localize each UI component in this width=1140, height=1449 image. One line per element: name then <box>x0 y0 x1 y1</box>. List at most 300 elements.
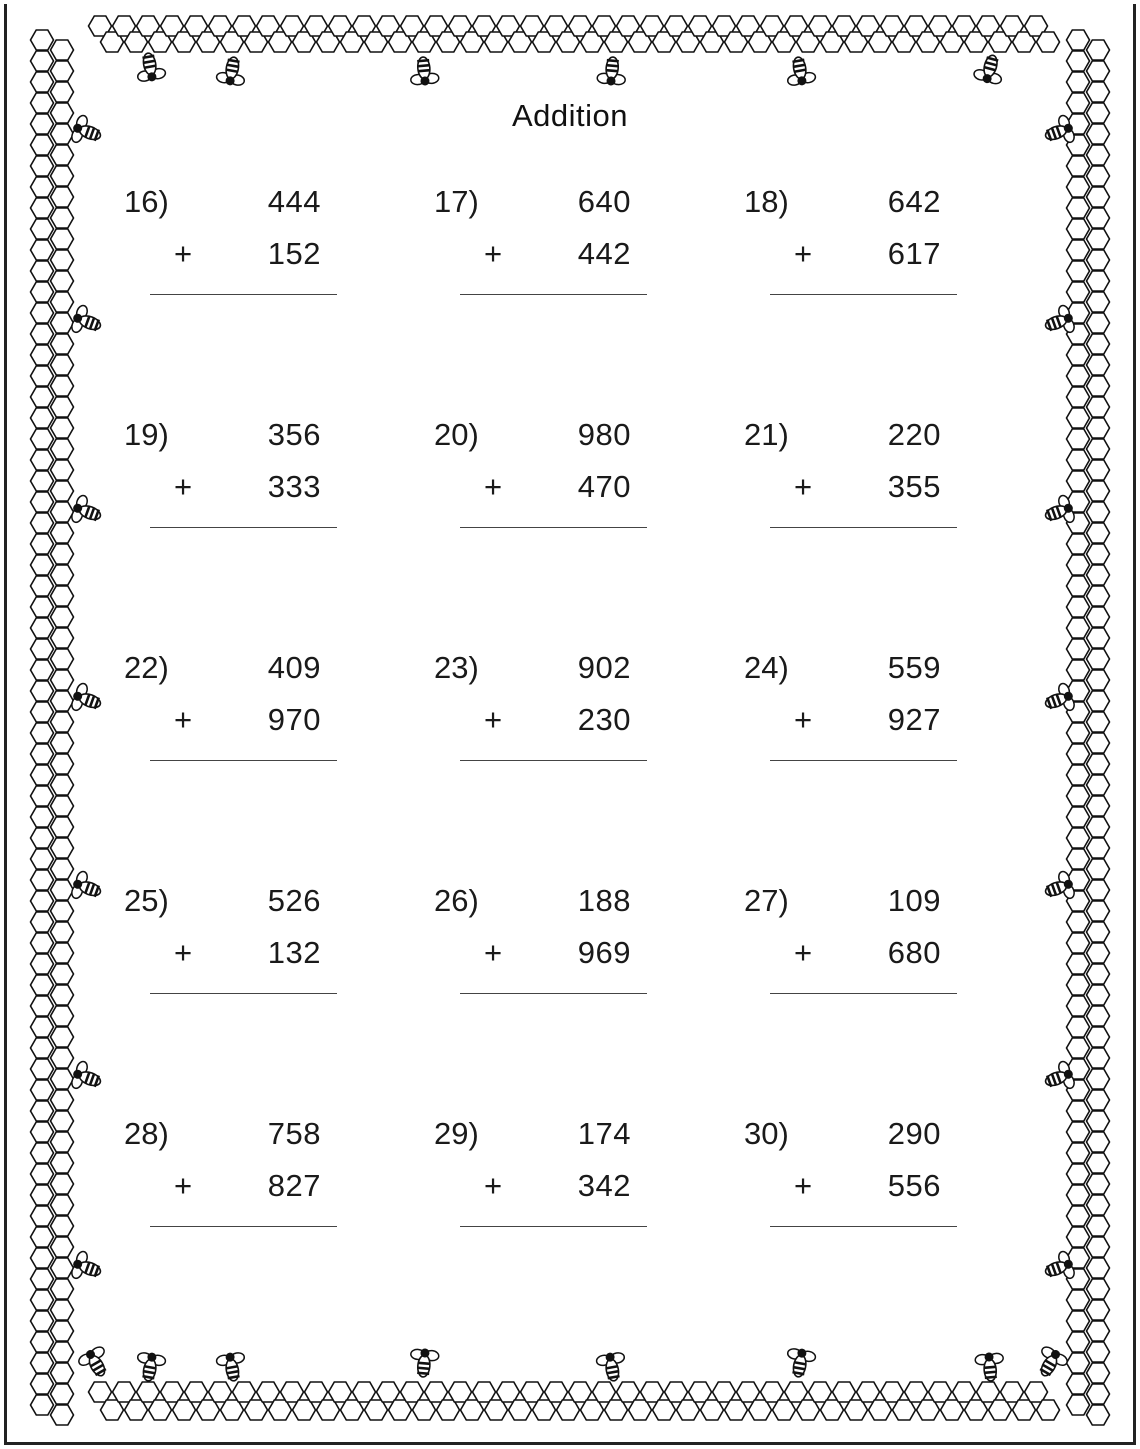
top-addend: 559 <box>887 650 941 685</box>
bee-icon <box>69 682 105 718</box>
honeycomb-icon <box>31 786 54 806</box>
honeycomb-icon <box>773 1400 796 1420</box>
problem-number: 22) <box>124 650 169 685</box>
honeycomb-icon <box>821 1400 844 1420</box>
honeycomb-icon <box>809 1382 832 1402</box>
honeycomb-icon <box>101 1400 124 1420</box>
honeycomb-icon <box>1087 418 1110 438</box>
bottom-addend: 152 <box>267 236 321 271</box>
honeycomb-icon <box>1087 922 1110 942</box>
honeycomb-icon <box>1087 1132 1110 1152</box>
problem-23 <box>434 648 674 788</box>
honeycomb-icon <box>1087 166 1110 186</box>
honeycomb-icon <box>51 985 74 1005</box>
bottom-addend: 442 <box>577 236 631 271</box>
honeycomb-icon <box>51 40 74 60</box>
honeycomb-icon <box>1067 219 1090 239</box>
answer-line[interactable] <box>150 1226 337 1227</box>
honeycomb-icon <box>31 408 54 428</box>
honeycomb-icon <box>31 870 54 890</box>
honeycomb-icon <box>1087 1006 1110 1026</box>
bee-icon <box>784 1346 817 1379</box>
honeycomb-icon <box>365 1400 388 1420</box>
top-addend: 409 <box>267 650 321 685</box>
honeycomb-icon <box>749 1400 772 1420</box>
honeycomb-icon <box>1087 523 1110 543</box>
honeycomb-icon <box>1087 1384 1110 1404</box>
honeycomb-icon <box>51 1090 74 1110</box>
plus-sign: + <box>484 236 503 271</box>
honeycomb-icon <box>1067 1332 1090 1352</box>
honeycomb-icon <box>1087 1216 1110 1236</box>
honeycomb-icon <box>329 1382 352 1402</box>
honeycomb-icon <box>1067 1353 1090 1373</box>
honeycomb-icon <box>449 1382 472 1402</box>
honeycomb-icon <box>1067 1374 1090 1394</box>
honeycomb-icon <box>51 439 74 459</box>
honeycomb-icon <box>31 555 54 575</box>
problem-number: 28) <box>124 1116 169 1151</box>
plus-sign: + <box>174 236 193 271</box>
honeycomb-icon <box>881 1382 904 1402</box>
bee-icon <box>596 1350 629 1383</box>
answer-line[interactable] <box>150 993 337 994</box>
bottom-addend: 355 <box>887 469 941 504</box>
problem-number: 17) <box>434 184 479 219</box>
bee-icon <box>975 1351 1005 1382</box>
problem-26 <box>434 881 674 1021</box>
honeycomb-icon <box>31 1164 54 1184</box>
honeycomb-icon <box>51 334 74 354</box>
bee-icon <box>76 1344 114 1383</box>
honeycomb-icon <box>1067 30 1090 50</box>
problem-number: 29) <box>434 1116 479 1151</box>
honeycomb-icon <box>281 1382 304 1402</box>
answer-line[interactable] <box>150 294 337 295</box>
honeycomb-icon <box>1067 1122 1090 1142</box>
top-addend: 980 <box>577 417 631 452</box>
honeycomb-icon <box>1067 1395 1090 1415</box>
honeycomb-icon <box>1087 649 1110 669</box>
answer-line[interactable] <box>770 527 957 528</box>
honeycomb-icon <box>149 1400 172 1420</box>
problem-22 <box>124 648 364 788</box>
honeycomb-icon <box>31 513 54 533</box>
honeycomb-icon <box>31 765 54 785</box>
plus-sign: + <box>794 469 813 504</box>
honeycomb-icon <box>51 565 74 585</box>
bee-icon <box>69 1250 105 1286</box>
honeycomb-icon <box>51 166 74 186</box>
honeycomb-icon <box>1087 502 1110 522</box>
honeycomb-icon <box>1087 712 1110 732</box>
honeycomb-icon <box>1087 1258 1110 1278</box>
honeycomb-icon <box>605 1400 628 1420</box>
honeycomb-icon <box>593 1382 616 1402</box>
honeycomb-icon <box>31 1122 54 1142</box>
honeycomb-icon <box>1087 1174 1110 1194</box>
honeycomb-icon <box>31 996 54 1016</box>
honeycomb-icon <box>485 1400 508 1420</box>
honeycomb-icon <box>31 156 54 176</box>
honeycomb-icon <box>51 1363 74 1383</box>
bee-icon <box>134 51 167 84</box>
answer-line[interactable] <box>150 760 337 761</box>
honeycomb-icon <box>1087 40 1110 60</box>
top-addend: 642 <box>887 184 941 219</box>
honeycomb-icon <box>1087 754 1110 774</box>
honeycomb-icon <box>1067 1185 1090 1205</box>
top-addend: 220 <box>887 417 941 452</box>
answer-line[interactable] <box>770 993 957 994</box>
top-addend: 640 <box>577 184 631 219</box>
answer-line[interactable] <box>460 294 647 295</box>
bottom-addend: 470 <box>577 469 631 504</box>
honeycomb-icon <box>51 712 74 732</box>
honeycomb-icon <box>51 1300 74 1320</box>
bee-icon <box>69 494 105 530</box>
problem-number: 19) <box>124 417 169 452</box>
honeycomb-icon <box>1087 586 1110 606</box>
honeycomb-icon <box>31 1143 54 1163</box>
problem-30 <box>744 1114 984 1254</box>
honeycomb-icon <box>51 502 74 522</box>
honeycomb-icon <box>51 271 74 291</box>
honeycomb-icon <box>293 1400 316 1420</box>
honeycomb-icon <box>797 1400 820 1420</box>
problem-19 <box>124 415 364 555</box>
answer-line[interactable] <box>460 1226 647 1227</box>
honeycomb-icon <box>1087 817 1110 837</box>
honeycomb-icon <box>31 618 54 638</box>
plus-sign: + <box>174 702 193 737</box>
honeycomb-icon <box>31 723 54 743</box>
answer-line[interactable] <box>150 527 337 528</box>
honeycomb-icon <box>701 1400 724 1420</box>
bee-icon <box>69 1060 105 1096</box>
honeycomb-icon <box>737 1382 760 1402</box>
honeycomb-icon <box>1087 1321 1110 1341</box>
honeycomb-icon <box>1087 691 1110 711</box>
honeycomb-icon <box>31 744 54 764</box>
honeycomb-icon <box>653 1400 676 1420</box>
honeycomb-icon <box>377 1382 400 1402</box>
honeycomb-icon <box>1037 32 1060 52</box>
honeycomb-icon <box>209 1382 232 1402</box>
honeycomb-icon <box>31 849 54 869</box>
honeycomb-icon <box>51 1132 74 1152</box>
honeycomb-icon <box>51 1027 74 1047</box>
honeycomb-icon <box>1067 177 1090 197</box>
honeycomb-icon <box>31 177 54 197</box>
problem-20 <box>434 415 674 555</box>
bee-icon <box>972 52 1006 87</box>
answer-line[interactable] <box>460 760 647 761</box>
honeycomb-icon <box>51 1111 74 1131</box>
honeycomb-icon <box>1087 61 1110 81</box>
honeycomb-icon <box>1067 723 1090 743</box>
problem-16 <box>124 182 364 322</box>
honeycomb-icon <box>725 1400 748 1420</box>
honeycomb-icon <box>1087 229 1110 249</box>
honeycomb-icon <box>31 891 54 911</box>
honeycomb-icon <box>1067 450 1090 470</box>
honeycomb-icon <box>31 1017 54 1037</box>
honeycomb-icon <box>1025 1382 1048 1402</box>
top-addend: 290 <box>887 1116 941 1151</box>
top-addend: 109 <box>887 883 941 918</box>
honeycomb-icon <box>31 702 54 722</box>
honeycomb-icon <box>1001 1382 1024 1402</box>
honeycomb-icon <box>1087 1342 1110 1362</box>
problem-number: 18) <box>744 184 789 219</box>
honeycomb-icon <box>509 1400 532 1420</box>
honeycomb-icon <box>51 1258 74 1278</box>
honeycomb-icon <box>941 1400 964 1420</box>
honeycomb-icon <box>1067 240 1090 260</box>
honeycomb-icon <box>1067 954 1090 974</box>
plus-sign: + <box>174 1168 193 1203</box>
honeycomb-icon <box>1087 1300 1110 1320</box>
bee-icon <box>597 56 627 87</box>
honeycomb-icon <box>31 429 54 449</box>
honeycomb-icon <box>473 1382 496 1402</box>
bottom-addend: 556 <box>887 1168 941 1203</box>
honeycomb-icon <box>51 607 74 627</box>
honeycomb-icon <box>51 817 74 837</box>
honeycomb-icon <box>425 1382 448 1402</box>
honeycomb-icon <box>31 471 54 491</box>
honeycomb-icon <box>51 586 74 606</box>
honeycomb-icon <box>1067 576 1090 596</box>
honeycomb-icon <box>51 838 74 858</box>
honeycomb-icon <box>1067 1206 1090 1226</box>
top-addend: 356 <box>267 417 321 452</box>
answer-line[interactable] <box>770 760 957 761</box>
answer-line[interactable] <box>770 294 957 295</box>
honeycomb-icon <box>233 1382 256 1402</box>
honeycomb-icon <box>51 313 74 333</box>
plus-sign: + <box>484 935 503 970</box>
honeycomb-icon <box>89 1382 112 1402</box>
honeycomb-icon <box>31 219 54 239</box>
honeycomb-icon <box>1087 292 1110 312</box>
honeycomb-icon <box>31 198 54 218</box>
honeycomb-icon <box>497 1382 520 1402</box>
honeycomb-icon <box>917 1400 940 1420</box>
honeycomb-icon <box>51 61 74 81</box>
problem-27 <box>744 881 984 1021</box>
honeycomb-icon <box>1087 313 1110 333</box>
honeycomb-icon <box>31 240 54 260</box>
honeycomb-icon <box>31 492 54 512</box>
honeycomb-icon <box>1087 670 1110 690</box>
honeycomb-icon <box>31 387 54 407</box>
honeycomb-icon <box>641 1382 664 1402</box>
honeycomb-icon <box>785 1382 808 1402</box>
honeycomb-icon <box>665 1382 688 1402</box>
honeycomb-icon <box>1087 439 1110 459</box>
honeycomb-icon <box>1087 187 1110 207</box>
honeycomb-icon <box>893 1400 916 1420</box>
honeycomb-icon <box>1067 744 1090 764</box>
honeycomb-icon <box>401 1382 424 1402</box>
top-addend: 902 <box>577 650 631 685</box>
top-addend: 526 <box>267 883 321 918</box>
honeycomb-icon <box>31 681 54 701</box>
honeycomb-icon <box>51 880 74 900</box>
bottom-addend: 680 <box>887 935 941 970</box>
honeycomb-icon <box>1087 1279 1110 1299</box>
honeycomb-icon <box>31 975 54 995</box>
honeycomb-icon <box>1067 1311 1090 1331</box>
honeycomb-icon <box>31 30 54 50</box>
answer-line[interactable] <box>460 527 647 528</box>
honeycomb-icon <box>1087 271 1110 291</box>
honeycomb-icon <box>869 1400 892 1420</box>
honeycomb-icon <box>31 828 54 848</box>
honeycomb-icon <box>31 1185 54 1205</box>
honeycomb-icon <box>1067 1038 1090 1058</box>
honeycomb-icon <box>51 460 74 480</box>
bee-icon <box>409 56 439 87</box>
honeycomb-icon <box>137 1382 160 1402</box>
honeycomb-icon <box>31 51 54 71</box>
honeycomb-icon <box>51 229 74 249</box>
honeycomb-icon <box>1087 880 1110 900</box>
problem-29 <box>434 1114 674 1254</box>
honeycomb-icon <box>197 1400 220 1420</box>
honeycomb-icon <box>1067 198 1090 218</box>
honeycomb-icon <box>51 355 74 375</box>
honeycomb-icon <box>31 303 54 323</box>
honeycomb-icon <box>1067 156 1090 176</box>
honeycomb-icon <box>557 1400 580 1420</box>
honeycomb-icon <box>31 282 54 302</box>
honeycomb-icon <box>437 1400 460 1420</box>
honeycomb-icon <box>31 1269 54 1289</box>
honeycomb-icon <box>31 1290 54 1310</box>
honeycomb-icon <box>31 345 54 365</box>
worksheet-title: Addition <box>511 98 629 133</box>
answer-line[interactable] <box>460 993 647 994</box>
honeycomb-icon <box>1087 355 1110 375</box>
honeycomb-icon <box>1087 1111 1110 1131</box>
honeycomb-icon <box>51 1174 74 1194</box>
honeycomb-icon <box>305 1382 328 1402</box>
honeycomb-icon <box>31 534 54 554</box>
honeycomb-icon <box>1087 460 1110 480</box>
problem-number: 25) <box>124 883 169 918</box>
honeycomb-icon <box>51 1405 74 1425</box>
honeycomb-icon <box>989 1400 1012 1420</box>
answer-line[interactable] <box>770 1226 957 1227</box>
honeycomb-icon <box>1067 1227 1090 1247</box>
honeycomb-icon <box>31 576 54 596</box>
honeycomb-icon <box>51 649 74 669</box>
honeycomb-icon <box>51 796 74 816</box>
honeycomb-icon <box>1067 807 1090 827</box>
honeycomb-icon <box>1087 796 1110 816</box>
honeycomb-icon <box>1037 1400 1060 1420</box>
honeycomb-icon <box>51 1279 74 1299</box>
plus-sign: + <box>174 469 193 504</box>
honeycomb-icon <box>51 922 74 942</box>
honeycomb-icon <box>1067 1164 1090 1184</box>
honeycomb-icon <box>1067 933 1090 953</box>
honeycomb-icon <box>185 1382 208 1402</box>
honeycomb-icon <box>1087 1048 1110 1068</box>
plus-sign: + <box>484 702 503 737</box>
honeycomb-icon <box>1087 250 1110 270</box>
honeycomb-icon <box>1067 828 1090 848</box>
honeycomb-icon <box>1067 345 1090 365</box>
honeycomb-icon <box>833 1382 856 1402</box>
honeycomb-icon <box>51 628 74 648</box>
honeycomb-icon <box>1067 471 1090 491</box>
bee-icon <box>134 1350 167 1383</box>
plus-sign: + <box>174 935 193 970</box>
honeycomb-icon <box>51 145 74 165</box>
honeycomb-icon <box>1087 334 1110 354</box>
honeycomb-icon <box>31 639 54 659</box>
honeycomb-icon <box>1067 765 1090 785</box>
honeycomb-icon <box>353 1382 376 1402</box>
honeycomb-icon <box>1087 775 1110 795</box>
honeycomb-icon <box>1067 1143 1090 1163</box>
bottom-addend: 617 <box>887 236 941 271</box>
honeycomb-icon <box>51 187 74 207</box>
honeycomb-icon <box>51 523 74 543</box>
bottom-addend: 827 <box>267 1168 321 1203</box>
problem-number: 16) <box>124 184 169 219</box>
honeycomb-icon <box>1013 1400 1036 1420</box>
honeycomb-icon <box>51 397 74 417</box>
honeycomb-icon <box>1087 145 1110 165</box>
bee-icon <box>784 55 817 88</box>
honeycomb-icon <box>51 1384 74 1404</box>
honeycomb-icon <box>51 481 74 501</box>
honeycomb-icon <box>31 324 54 344</box>
honeycomb-icon <box>31 1206 54 1226</box>
honeycomb-icon <box>51 733 74 753</box>
honeycomb-icon <box>857 1382 880 1402</box>
honeycomb-icon <box>51 775 74 795</box>
honeycomb-icon <box>51 376 74 396</box>
problem-number: 30) <box>744 1116 789 1151</box>
honeycomb-icon <box>31 72 54 92</box>
honeycomb-icon <box>51 859 74 879</box>
problem-number: 20) <box>434 417 479 452</box>
honeycomb-icon <box>51 1237 74 1257</box>
honeycomb-icon <box>545 1382 568 1402</box>
honeycomb-icon <box>1067 786 1090 806</box>
honeycomb-icon <box>51 670 74 690</box>
honeycomb-icon <box>413 1400 436 1420</box>
honeycomb-icon <box>629 1400 652 1420</box>
bottom-addend: 970 <box>267 702 321 737</box>
honeycomb-icon <box>1087 1153 1110 1173</box>
problem-21 <box>744 415 984 555</box>
problem-number: 24) <box>744 650 789 685</box>
honeycomb-icon <box>1067 72 1090 92</box>
bee-icon <box>216 1350 249 1383</box>
honeycomb-icon <box>113 1382 136 1402</box>
problem-28 <box>124 1114 364 1254</box>
honeycomb-icon <box>1067 597 1090 617</box>
top-addend: 444 <box>267 184 321 219</box>
honeycomb-icon <box>1087 628 1110 648</box>
